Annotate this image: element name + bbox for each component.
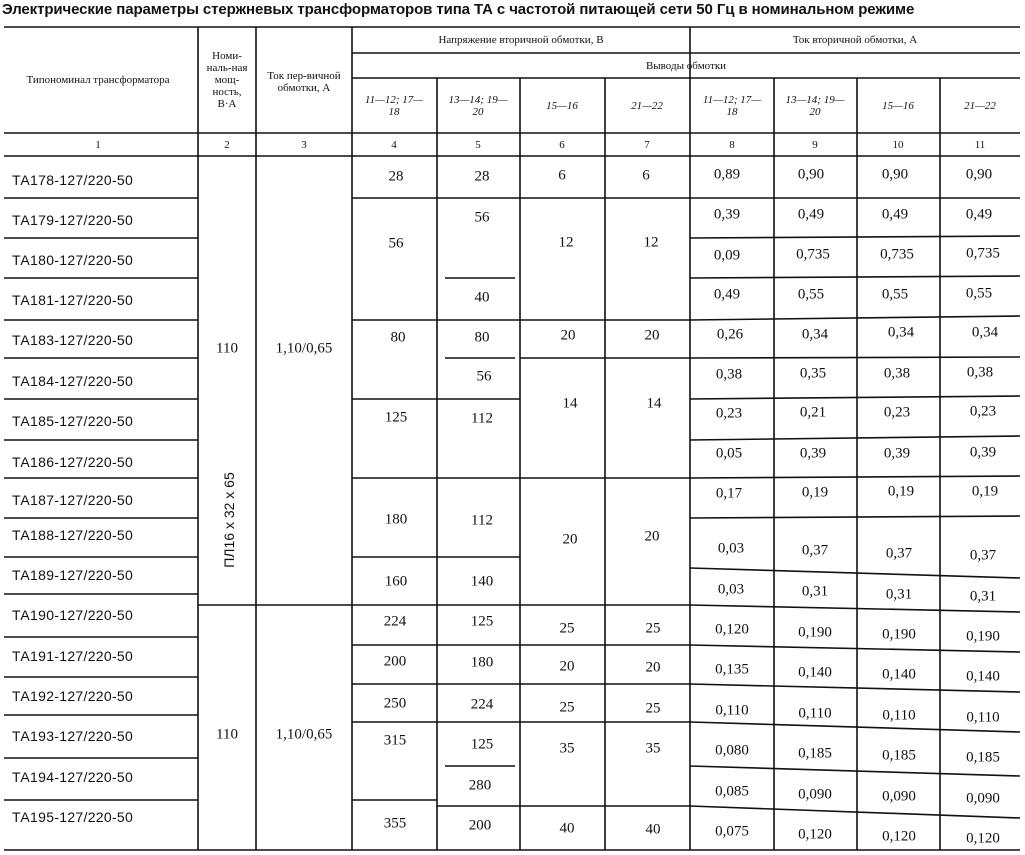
voltage-cell: 14: [646, 395, 662, 412]
current-cell: 0,120: [882, 828, 916, 845]
voltage-cell: 12: [643, 234, 659, 251]
transformer-name: ТА186-127/220-50: [12, 454, 134, 470]
current-cell: 0,38: [883, 365, 911, 382]
nominal-power: 110: [216, 726, 238, 743]
current-cell: 0,09: [713, 247, 741, 264]
voltage-cell: 56: [476, 368, 492, 385]
voltage-cell: 280: [468, 777, 492, 794]
current-cell: 0,31: [885, 586, 913, 603]
current-cell: 0,49: [713, 286, 741, 303]
voltage-cell: 140: [470, 573, 494, 590]
current-cell: 0,90: [881, 166, 909, 183]
current-cell: 0,39: [713, 206, 741, 223]
voltage-cell: 25: [645, 700, 661, 717]
current-cell: 0,21: [799, 404, 827, 421]
voltage-cell: 20: [645, 659, 661, 676]
current-cell: 0,34: [801, 326, 829, 343]
current-cell: 0,19: [887, 483, 915, 500]
voltage-cell: 200: [383, 653, 407, 670]
transformer-name: ТА178-127/220-50: [12, 172, 134, 188]
current-cell: 0,735: [796, 246, 830, 263]
col-number: 5: [475, 139, 481, 151]
voltage-cell: 6: [642, 167, 650, 184]
header-primary-current: Ток пер-вичной обмотки, А: [267, 70, 341, 94]
current-cell: 0,90: [965, 166, 993, 183]
col-number: 11: [974, 139, 986, 151]
transformer-name: ТА194-127/220-50: [12, 769, 134, 785]
voltage-cell: 28: [474, 168, 490, 185]
table-title: Электрические параметры стержневых трансформаторов типа ТА с частотой питающей сети 50 Гц в номинальном режиме: [2, 1, 915, 18]
transformer-name: ТА179-127/220-50: [12, 212, 134, 228]
voltage-cell: 20: [562, 531, 578, 548]
current-cell: 0,190: [882, 626, 916, 643]
current-cell: 0,17: [715, 485, 743, 502]
voltage-cell: 40: [645, 821, 661, 838]
current-cell: 0,735: [880, 246, 914, 263]
current-cell: 0,39: [799, 445, 827, 462]
current-cell: 0,140: [798, 664, 832, 681]
current-cell: 0,090: [882, 788, 916, 805]
transformer-name: ТА189-127/220-50: [12, 567, 134, 583]
voltage-cell: 125: [470, 613, 494, 630]
current-cell: 0,140: [966, 668, 1000, 685]
voltage-cell: 355: [383, 815, 407, 832]
voltage-cell: 160: [384, 573, 408, 590]
voltage-cell: 20: [560, 327, 576, 344]
terminal-label-c1: 11—12; 17—18: [702, 94, 762, 118]
current-cell: 0,34: [887, 324, 915, 341]
current-cell: 0,085: [715, 783, 749, 800]
current-cell: 0,23: [715, 405, 743, 422]
voltage-cell: 20: [644, 327, 660, 344]
voltage-cell: 112: [471, 512, 493, 529]
current-cell: 0,735: [966, 245, 1000, 262]
voltage-cell: 35: [559, 740, 575, 757]
voltage-cell: 25: [645, 620, 661, 637]
col-number: 10: [892, 139, 904, 151]
current-cell: 0,19: [971, 483, 999, 500]
current-cell: 0,185: [798, 745, 832, 762]
current-cell: 0,38: [715, 366, 743, 383]
primary-current: 1,10/0,65: [275, 726, 333, 743]
current-cell: 0,37: [801, 542, 829, 559]
header-type: Типономинал трансформатора: [26, 74, 170, 86]
voltage-cell: 80: [390, 329, 406, 346]
current-cell: 0,03: [717, 581, 745, 598]
voltage-cell: 200: [468, 817, 492, 834]
terminal-label-v2: 13—14; 19—20: [448, 94, 508, 118]
voltage-cell: 14: [562, 395, 578, 412]
current-cell: 0,110: [966, 709, 1000, 726]
col-number: 9: [812, 139, 818, 151]
voltage-cell: 25: [559, 699, 575, 716]
current-cell: 0,110: [882, 707, 916, 724]
voltage-cell: 6: [558, 167, 566, 184]
current-cell: 0,39: [969, 444, 997, 461]
transformer-name: ТА180-127/220-50: [12, 252, 134, 268]
voltage-cell: 224: [470, 696, 494, 713]
current-cell: 0,080: [715, 742, 749, 759]
current-cell: 0,49: [881, 206, 909, 223]
core-size: ПЛ16 х 32 х 65: [221, 472, 237, 568]
voltage-cell: 80: [474, 329, 490, 346]
terminal-label-v4: 21—22: [631, 100, 663, 112]
current-cell: 0,49: [797, 206, 825, 223]
voltage-cell: 56: [388, 235, 404, 252]
current-cell: 0,075: [715, 823, 749, 840]
voltage-cell: 224: [383, 613, 407, 630]
current-cell: 0,38: [966, 364, 994, 381]
current-cell: 0,23: [969, 403, 997, 420]
header-power: Номи-наль-ная мощ-ность, В·А: [206, 50, 248, 110]
current-cell: 0,05: [715, 445, 743, 462]
col-number: 3: [301, 139, 307, 151]
voltage-cell: 315: [383, 732, 407, 749]
current-cell: 0,140: [882, 666, 916, 683]
current-cell: 0,26: [716, 326, 744, 343]
transformer-name: ТА193-127/220-50: [12, 728, 134, 744]
transformer-name: ТА190-127/220-50: [12, 607, 134, 623]
current-cell: 0,190: [966, 628, 1000, 645]
current-cell: 0,19: [801, 484, 829, 501]
col-number: 2: [224, 139, 230, 151]
current-cell: 0,23: [883, 404, 911, 421]
transformer-name: ТА181-127/220-50: [12, 292, 134, 308]
col-number: 4: [391, 139, 397, 151]
transformer-name: ТА195-127/220-50: [12, 809, 134, 825]
voltage-cell: 180: [470, 654, 494, 671]
col-number: 7: [644, 139, 650, 151]
transformer-name: ТА185-127/220-50: [12, 413, 134, 429]
current-cell: 0,55: [797, 286, 825, 303]
current-cell: 0,49: [965, 206, 993, 223]
terminal-label-v1: 11—12; 17—18: [364, 94, 424, 118]
transformer-name: ТА192-127/220-50: [12, 688, 134, 704]
terminal-label-c4: 21—22: [964, 100, 996, 112]
current-cell: 0,55: [965, 285, 993, 302]
current-cell: 0,185: [882, 747, 916, 764]
current-cell: 0,110: [715, 702, 749, 719]
voltage-cell: 35: [645, 740, 661, 757]
col-number: 6: [559, 139, 565, 151]
terminal-label-v3: 15—16: [546, 100, 578, 112]
voltage-cell: 180: [384, 511, 408, 528]
col-number: 1: [95, 139, 101, 151]
voltage-cell: 12: [558, 234, 574, 251]
current-cell: 0,90: [797, 166, 825, 183]
current-cell: 0,31: [969, 588, 997, 605]
current-cell: 0,185: [966, 749, 1000, 766]
voltage-cell: 125: [470, 736, 494, 753]
voltage-cell: 112: [471, 410, 493, 427]
header-terminals: Выводы обмотки: [645, 60, 727, 72]
current-cell: 0,89: [713, 166, 741, 183]
voltage-cell: 28: [388, 168, 404, 185]
voltage-cell: 40: [474, 289, 490, 306]
current-cell: 0,135: [715, 661, 749, 678]
current-cell: 0,120: [966, 830, 1000, 847]
current-cell: 0,37: [969, 547, 997, 564]
current-cell: 0,34: [971, 324, 999, 341]
current-cell: 0,37: [885, 545, 913, 562]
voltage-cell: 20: [559, 658, 575, 675]
primary-current: 1,10/0,65: [275, 340, 333, 357]
terminal-label-c3: 15—16: [882, 100, 914, 112]
transformer-name: ТА183-127/220-50: [12, 332, 134, 348]
current-cell: 0,39: [883, 445, 911, 462]
header-secondary-current: Ток вторичной обмотки, А: [792, 34, 918, 46]
current-cell: 0,190: [798, 624, 832, 641]
current-cell: 0,31: [801, 583, 829, 600]
current-cell: 0,090: [966, 790, 1000, 807]
nominal-power: 110: [216, 340, 238, 357]
header-secondary-voltage: Напряжение вторичной обмотки, В: [438, 34, 604, 46]
current-cell: 0,35: [799, 365, 827, 382]
voltage-cell: 25: [559, 620, 575, 637]
transformer-name: ТА187-127/220-50: [12, 492, 134, 508]
voltage-cell: 40: [559, 820, 575, 837]
terminal-label-c2: 13—14; 19—20: [785, 94, 845, 118]
current-cell: 0,03: [717, 540, 745, 557]
transformer-name: ТА184-127/220-50: [12, 373, 134, 389]
transformer-name: ТА188-127/220-50: [12, 527, 134, 543]
voltage-cell: 250: [383, 695, 407, 712]
current-cell: 0,110: [798, 705, 832, 722]
col-number: 8: [729, 139, 735, 151]
voltage-cell: 125: [384, 409, 408, 426]
transformer-name: ТА191-127/220-50: [12, 648, 134, 664]
current-cell: 0,120: [715, 621, 749, 638]
current-cell: 0,55: [881, 286, 909, 303]
voltage-cell: 20: [644, 528, 660, 545]
current-cell: 0,090: [798, 786, 832, 803]
voltage-cell: 56: [474, 209, 490, 226]
current-cell: 0,120: [798, 826, 832, 843]
